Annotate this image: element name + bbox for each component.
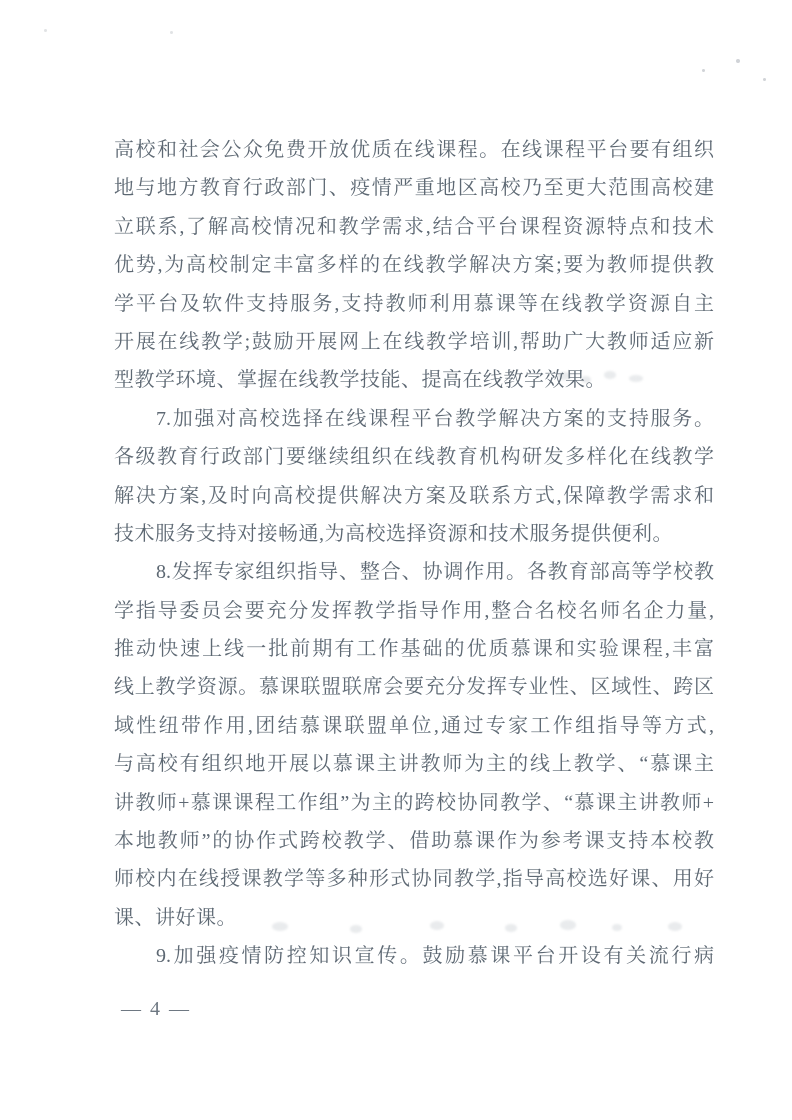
text-line: 地与地方教育行政部门、疫情严重地区高校乃至更大范围高校建 — [114, 177, 714, 200]
text-line: 技术服务支持对接畅通,为高校选择资源和技术服务提供便利。 — [114, 522, 673, 545]
text-line: 师校内在线授课教学等多种形式协同教学,指导高校选好课、用好 — [114, 868, 714, 891]
scan-smudge — [560, 920, 576, 930]
text-line: 学指导委员会要充分发挥教学指导作用,整合名校名师名企力量, — [114, 599, 714, 622]
text-line: 8.发挥专家组织指导、整合、协调作用。各教育部高等学校教 — [156, 561, 714, 584]
scan-speck — [170, 31, 173, 34]
text-line: 立联系,了解高校情况和教学需求,结合平台课程资源特点和技术 — [114, 215, 714, 238]
text-line: 课、讲好课。 — [114, 906, 237, 929]
scan-speck — [736, 59, 740, 63]
scan-smudge — [612, 924, 622, 931]
text-line: 本地教师”的协作式跨校教学、借助慕课作为参考课支持本校教 — [114, 830, 714, 853]
scan-speck — [44, 29, 47, 32]
page-number: — 4 — — [121, 998, 191, 1020]
text-line: 与高校有组织地开展以慕课主讲教师为主的线上教学、“慕课主 — [114, 753, 714, 776]
text-line: 各级教育行政部门要继续组织在线教育机构研发多样化在线教学 — [114, 446, 714, 469]
scan-smudge — [272, 922, 288, 931]
scan-smudge — [629, 375, 643, 382]
text-line: 9.加强疫情防控知识宣传。鼓励慕课平台开设有关流行病 — [156, 945, 714, 968]
text-line: 优势,为高校制定丰富多样的在线教学解决方案;要为教师提供教 — [114, 254, 714, 277]
text-line: 解决方案,及时向高校提供解决方案及联系方式,保障教学需求和 — [114, 484, 714, 507]
text-line: 7.加强对高校选择在线课程平台教学解决方案的支持服务。 — [156, 407, 714, 430]
text-line: 讲教师+慕课课程工作组”为主的跨校协同教学、“慕课主讲教师+ — [114, 791, 714, 814]
scan-smudge — [604, 371, 616, 379]
text-line: 推动快速上线一批前期有工作基础的优质慕课和实验课程,丰富 — [114, 638, 714, 661]
text-line: 学平台及软件支持服务,支持教师利用慕课等在线教学资源自主 — [114, 292, 714, 315]
scan-smudge — [668, 922, 682, 931]
scan-smudge — [557, 372, 571, 380]
scan-smudge — [505, 924, 517, 932]
scan-smudge — [581, 376, 591, 383]
scan-smudge — [430, 921, 444, 930]
text-line: 线上教学资源。慕课联盟联席会要充分发挥专业性、区域性、跨区 — [114, 676, 714, 699]
text-line: 型教学环境、掌握在线教学技能、提高在线教学效果。 — [114, 369, 606, 392]
text-line: 高校和社会公众免费开放优质在线课程。在线课程平台要有组织 — [114, 139, 714, 161]
scan-smudge — [350, 925, 362, 933]
text-line: 域性纽带作用,团结慕课联盟单位,通过专家工作组指导等方式, — [114, 714, 714, 737]
scan-speck — [702, 69, 705, 72]
text-line: 开展在线教学;鼓励开展网上在线教学培训,帮助广大教师适应新 — [114, 330, 714, 353]
scan-speck — [763, 78, 766, 81]
text-block — [114, 131, 714, 976]
